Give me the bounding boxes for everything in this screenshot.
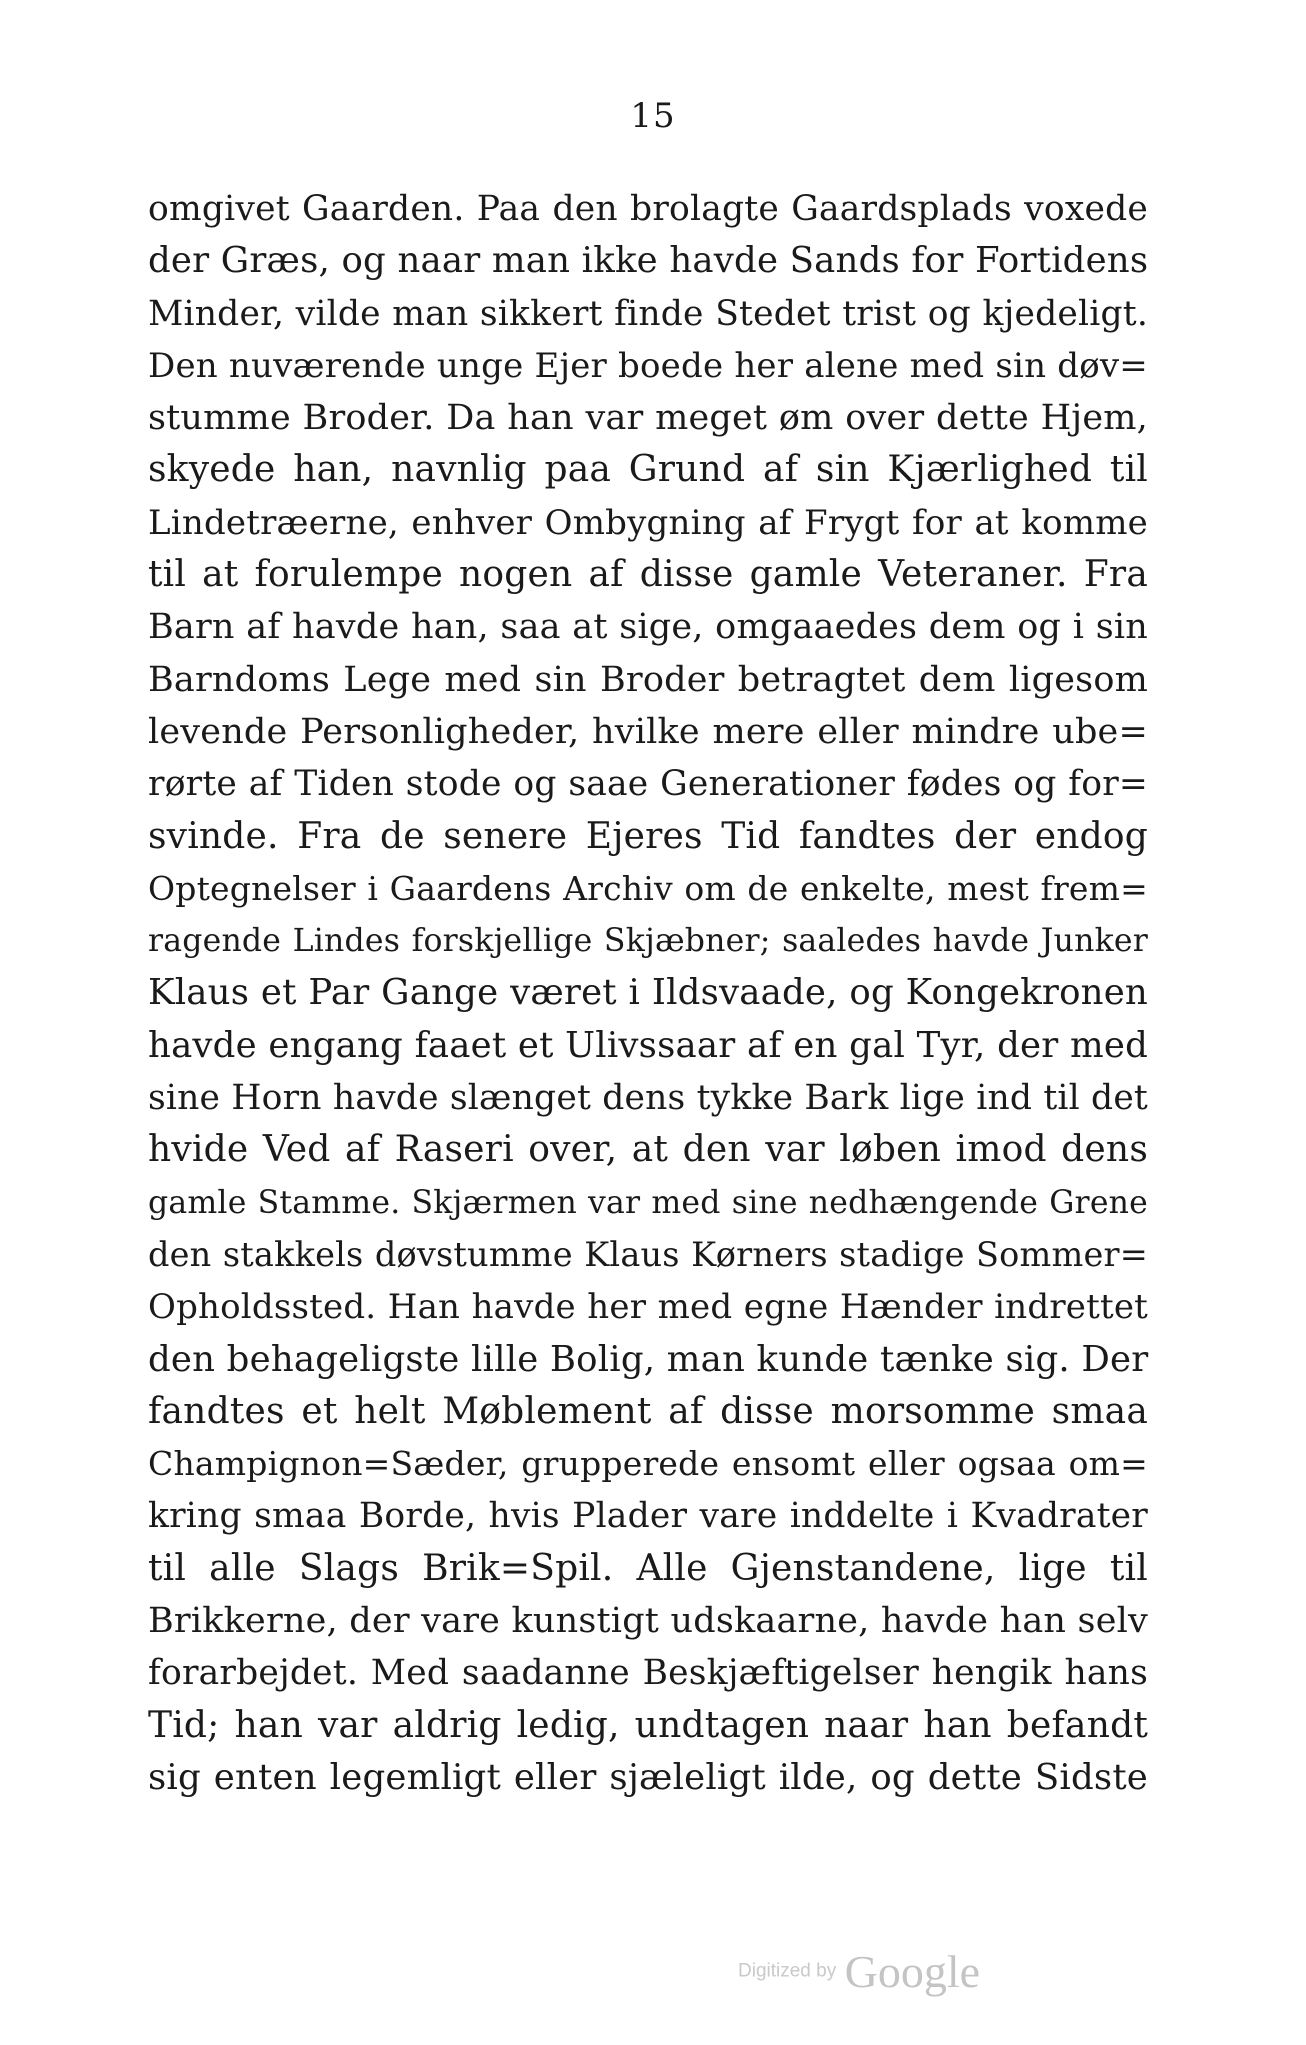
text-line: Klaus et Par Gange været i Ildsvaade, og Kongekronen — [148, 972, 1148, 1014]
text-line: den stakkels døvstumme Klaus Kørners stadige Sommer= — [148, 1234, 1148, 1274]
text-line: stumme Broder. Da han var meget øm over dette Hjem, — [148, 398, 1148, 439]
text-line: rørte af Tiden stode og saae Generationer fødes og for= — [148, 764, 1148, 805]
text-line: ragende Lindes forskjellige Skjæbner; saaledes havde Junker — [148, 923, 1148, 960]
page-number: 15 — [630, 96, 676, 136]
text-line: Lindetræerne, enhver Ombygning af Frygt for at komme — [148, 502, 1148, 543]
text-line: omgivet Gaarden. Paa den brolagte Gaardsplads voxede — [148, 189, 1148, 229]
text-line: svinde. Fra de senere Ejeres Tid fandtes der endog — [148, 815, 1148, 857]
text-line: kring smaa Borde, hvis Plader vare inddelte i Kvadrater — [148, 1496, 1148, 1537]
text-line: Tid; han var aldrig ledig, undtagen naar han befandt — [148, 1704, 1148, 1746]
text-line: Champignon=Sæder, grupperede ensomt eller ogsaa om= — [148, 1444, 1148, 1484]
text-line: sine Horn havde slænget dens tykke Bark lige ind til det — [148, 1078, 1148, 1119]
text-line: gamle Stamme. Skjærmen var med sine nedhængende Grene — [148, 1184, 1148, 1221]
text-line: Opholdssted. Han havde her med egne Hænder indrettet — [148, 1287, 1148, 1328]
text-line: der Græs, og naar man ikke havde Sands for Fortidens — [148, 240, 1149, 282]
text-line: Minder, vilde man sikkert finde Stedet trist og kjedeligt. — [148, 293, 1148, 334]
text-line: skyede han, navnlig paa Grund af sin Kjærlighed til — [148, 449, 1148, 491]
text-line: til at forulempe nogen af disse gamle Veteraner. Fra — [148, 554, 1148, 596]
text-line: Optegnelser i Gaardens Archiv om de enkelte, mest frem= — [148, 868, 1148, 908]
text-line: forarbejdet. Med saadanne Beskjæftigelser hengik hans — [148, 1653, 1148, 1694]
google-logo: Google — [844, 1946, 981, 1997]
text-line: Barn af havde han, saa at sige, omgaaedes dem og i sin — [148, 607, 1148, 648]
text-line: til alle Slags Brik=Spil. Alle Gjenstandene, lige til — [148, 1547, 1148, 1589]
text-line: havde engang faaet et Ulivssaar af en gal Tyr, der med — [148, 1024, 1148, 1066]
text-line: hvide Ved af Raseri over, at den var løben imod dens — [148, 1129, 1148, 1171]
text-line: sig enten legemligt eller sjæleligt ilde, og dette Sidste — [148, 1756, 1148, 1798]
digitized-by-label: Digitized by — [738, 1960, 837, 1982]
text-line: Den nuværende unge Ejer boede her alene med sin døv= — [148, 345, 1148, 386]
text-line: Brikkerne, der vare kunstigt udskaarne, havde han selv — [148, 1601, 1148, 1642]
text-line: levende Personligheder, hvilke mere eller mindre ube= — [148, 711, 1148, 752]
body-text — [148, 183, 1148, 1804]
digitized-by-watermark — [738, 1945, 980, 1998]
text-line: den behageligste lille Bolig, man kunde tænke sig. Der — [148, 1338, 1149, 1380]
text-line: Barndoms Lege med sin Broder betragtet dem ligesom — [148, 659, 1148, 700]
text-line: fandtes et helt Møblement af disse morsomme smaa — [148, 1390, 1148, 1432]
